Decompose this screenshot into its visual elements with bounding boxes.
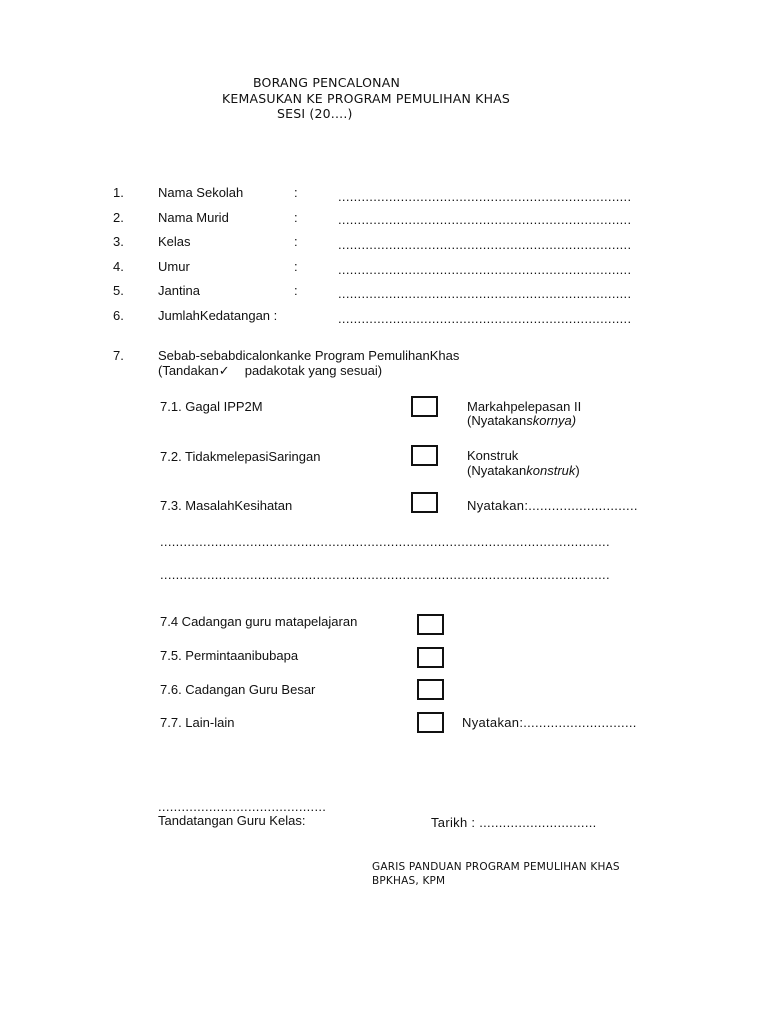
- note-text: (Nyatakan: [467, 463, 527, 478]
- field-colon: :: [294, 185, 298, 200]
- section-number: 7.: [113, 348, 124, 363]
- note-italic-text: konstruk: [526, 463, 576, 478]
- field-number: 2.: [113, 210, 124, 225]
- field-number: 4.: [113, 259, 124, 274]
- field-answer-line[interactable]: ...........................................................................: [338, 286, 632, 301]
- reason-label-7-4: 7.4 Cadangan guru matapelajaran: [160, 614, 358, 629]
- note-text: ): [575, 463, 580, 478]
- checkbox-7-2[interactable]: [411, 445, 438, 466]
- footer-agency: BPKHAS, KPM: [372, 875, 446, 887]
- answer-line[interactable]: ...................................................................................................................: [160, 567, 610, 582]
- field-colon: :: [294, 283, 298, 298]
- note-text: (Nyatakan: [467, 413, 527, 428]
- field-answer-line[interactable]: ...........................................................................: [338, 262, 632, 277]
- field-label: Umur: [158, 259, 190, 274]
- field-number: 5.: [113, 283, 124, 298]
- answer-line[interactable]: ...................................................................................................................: [160, 534, 610, 549]
- reason-label-7-6: 7.6. Cadangan Guru Besar: [160, 682, 316, 697]
- section-heading: Sebab-sebabdicalonkanke Program PemulihanKhas: [158, 348, 460, 363]
- reason-label-7-2: 7.2. TidakmelepasiSaringan: [160, 449, 321, 464]
- form-session: SESI (20....): [277, 106, 353, 121]
- field-label: Nama Murid: [158, 210, 229, 225]
- reason-note[interactable]: Nyatakan:.............................: [462, 715, 637, 730]
- field-label: JumlahKedatangan :: [158, 308, 278, 323]
- footer-guideline: GARIS PANDUAN PROGRAM PEMULIHAN KHAS: [372, 861, 620, 873]
- instruction-text: padakotak yang sesuai): [244, 363, 383, 378]
- field-answer-line[interactable]: ...........................................................................: [338, 189, 632, 204]
- field-label: Nama Sekolah: [158, 185, 244, 200]
- tick-icon: ✓: [218, 363, 230, 378]
- reason-label-7-3: 7.3. MasalahKesihatan: [160, 498, 293, 513]
- field-colon: :: [294, 234, 298, 249]
- reason-note: [467, 413, 576, 428]
- field-number: 1.: [113, 185, 124, 200]
- reason-label-7-1: 7.1. Gagal IPP2M: [160, 399, 263, 414]
- signature-line[interactable]: ...........................................: [158, 799, 327, 814]
- checkbox-7-7[interactable]: [417, 712, 444, 733]
- signature-label: Tandatangan Guru Kelas:: [158, 813, 306, 828]
- reason-note: Markahpelepasan II: [467, 399, 582, 414]
- field-label: Jantina: [158, 283, 200, 298]
- field-colon: :: [294, 259, 298, 274]
- checkbox-7-3[interactable]: [411, 492, 438, 513]
- checkbox-7-1[interactable]: [411, 396, 438, 417]
- reason-label-7-5: 7.5. Permintaanibubapa: [160, 648, 299, 663]
- instruction-text: (Tandakan: [158, 363, 219, 378]
- form-title: BORANG PENCALONAN: [253, 75, 401, 90]
- field-label: Kelas: [158, 234, 191, 249]
- checkbox-7-5[interactable]: [417, 647, 444, 668]
- field-answer-line[interactable]: ...........................................................................: [338, 311, 632, 326]
- checkbox-7-6[interactable]: [417, 679, 444, 700]
- checkbox-7-4[interactable]: [417, 614, 444, 635]
- field-answer-line[interactable]: ...........................................................................: [338, 212, 632, 227]
- form-subtitle: KEMASUKAN KE PROGRAM PEMULIHAN KHAS: [222, 91, 511, 106]
- reason-note: [467, 463, 580, 478]
- date-field[interactable]: Tarikh : ..............................: [431, 815, 597, 830]
- section-instruction: [158, 363, 382, 378]
- field-number: 3.: [113, 234, 124, 249]
- field-number: 6.: [113, 308, 124, 323]
- reason-label-7-7: 7.7. Lain-lain: [160, 715, 235, 730]
- reason-note[interactable]: Nyatakan:............................: [467, 498, 638, 513]
- field-answer-line[interactable]: ...........................................................................: [338, 237, 632, 252]
- field-colon: :: [294, 210, 298, 225]
- note-italic-text: skornya): [526, 413, 577, 428]
- reason-note: Konstruk: [467, 448, 519, 463]
